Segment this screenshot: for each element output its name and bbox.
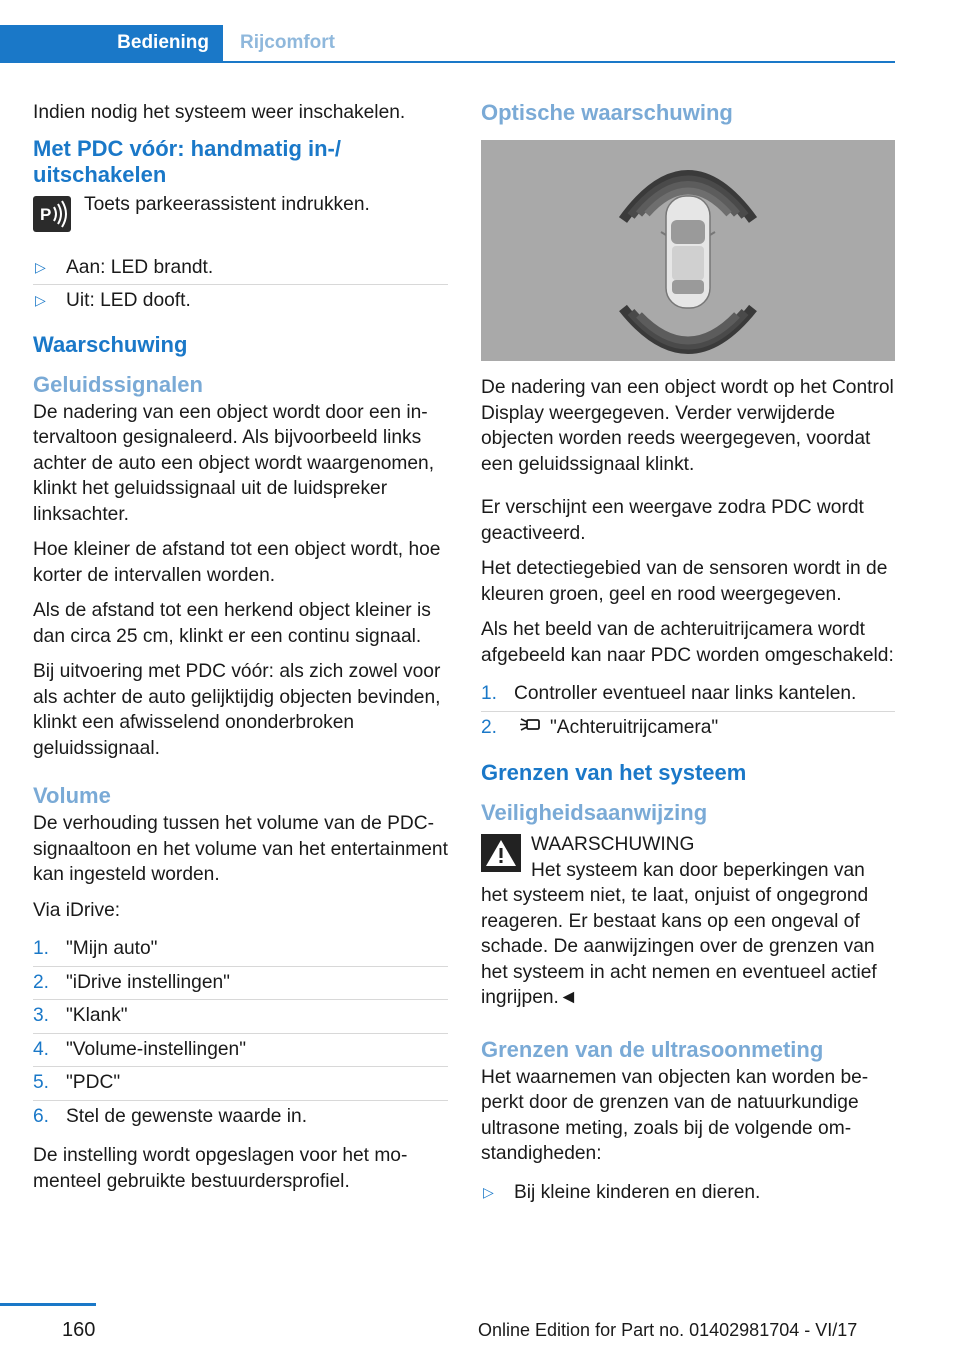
heading-ultrasonic-limits: Grenzen van de ultrasoonmeting [481,1036,824,1062]
list-item [33,967,448,1001]
heading-optical-warning: Optische waarschuwing [481,100,733,125]
sound-paragraph-2: Hoe kleiner de afstand tot een object wordt, hoe korter de intervallen worden. [33,539,441,586]
header-tabs [0,25,895,63]
svg-text:P: P [40,204,52,224]
warning-heading: WAARSCHUWING [531,834,695,856]
warning-triangle-icon [481,834,521,880]
heading-system-limits: Grenzen van het systeem [481,760,747,786]
sound-paragraph-3: Als de afstand tot een herkend object kleiner is dan circa 25 cm, klinkt er een continu signaal. [33,600,431,647]
heading-warning: Waarschuwing [33,331,188,357]
parking-assistant-key-icon [33,196,71,232]
list-item [33,1101,448,1134]
warning-body [481,858,895,1011]
list-item [481,678,895,712]
step-text: "Mijn auto" [66,938,158,959]
optical-paragraph-4: Als het beeld van de achteruitrijcamera wordt afgebeeld kan naar PDC worden omgeschakeld: [481,619,894,666]
left-column [33,100,448,1204]
tab-bediening[interactable] [0,25,223,61]
list-item [481,712,895,745]
idrive-steps [33,933,448,1133]
parking-key-row [33,192,448,234]
step-text: "Volume-instellingen" [66,1038,247,1060]
step-number: 2. [33,971,50,993]
right-column [481,100,895,1219]
page-number: 160 [62,1319,96,1341]
list-item [33,1034,448,1068]
pdc-display-figure [481,140,895,361]
list-item [33,933,448,967]
pdc-car-illustration [481,140,895,361]
ultrasonic-list [481,1177,895,1210]
heading-pdc-front: Met PDC vóór: handmatig in-/ uitschakelen [33,135,341,187]
list-item: ▷ Aan: LED brandt. [33,252,448,286]
volume-paragraph-2: Via iDrive: [33,899,121,921]
list-item: ▷ Bij kleine kinderen en dieren. [481,1177,895,1210]
tab-rijcomfort[interactable]: Rijcomfort [240,32,335,53]
optical-paragraph-1: De nadering van een object wordt op het Control Display weergegeven. Verder verwijderde objecten worden reeds weergegeven, voordat een geluidssignaal klinkt. [481,377,894,475]
list-item [33,1000,448,1034]
volume-paragraph-3: De instelling wordt opgeslagen voor het momenteel gebruikte bestuurdersprofiel. [33,1145,408,1192]
list-item: ▷ Uit: LED dooft. [33,285,448,318]
optical-paragraph-3: Het detectiegebied van de sensoren wordt in de kleuren groen, geel en rood weergegeven. [481,558,888,605]
volume-paragraph-1: De verhouding tussen het volume van de PDC-signaaltoon en het volume van het entertainment kan ingesteld worden. [33,813,448,885]
step-number: 6. [33,1105,50,1127]
step-text: Controller eventueel naar links kantelen. [514,683,857,704]
step-number: 4. [33,1038,50,1060]
ultrasonic-paragraph: Het waarnemen van objecten kan worden beperkt door de grenzen van de natuurkundige ultrasone meting, zoals bij de volgende omstandigheden: [481,1066,869,1165]
footer-accent-line [0,1303,96,1306]
warning-text: Het systeem kan door beperkingen van het systeem niet, te laat, onjuist of ongegrond reageren. Er bestaat kans op een ongeval of schade. De aanwijzingen over de grenzen van het systeem in acht nemen en eventueel actief ingrijpen.◄ [481,859,877,1009]
warning-block [481,832,895,1011]
step-text: "Achteruitrijcamera" [550,716,719,738]
step-text: Stel de gewenste waarde in. [66,1105,308,1127]
rear-camera-icon [518,715,542,741]
intro-text: Indien nodig het systeem weer inschakelen. [33,102,406,123]
edition-text: Online Edition for Part no. 01402981704 - VI/17 [478,1320,858,1340]
step-text: "Klank" [66,1005,128,1026]
heading-sound-signals: Geluidssignalen [33,371,203,397]
sound-paragraph-4: Bij uitvoering met PDC vóór: als zich zowel voor als achter de auto gelijktijdig objecten bevinden, klinkt een afwisselend ononderbroken geluidssignaal. [33,661,441,759]
optical-paragraph-2: Er verschijnt een weergave zodra PDC wordt geactiveerd. [481,497,864,544]
list-item [33,1067,448,1101]
step-number: 1. [33,938,50,959]
step-text: "PDC" [66,1072,121,1093]
sound-paragraph-1: De nadering van een object wordt door een intervaltoon gesignaleerd. Als bijvoorbeeld links achter de auto een object wordt waargenomen, klinkt het geluidssignaal uit de luidspreker linksachter. [33,401,435,525]
step-number: 1. [481,683,498,704]
heading-safety-note: Veiligheidsaanwijzing [481,800,708,826]
step-number: 3. [33,1005,50,1026]
camera-steps [481,678,895,744]
step-number: 5. [33,1072,50,1093]
step-number: 2. [481,716,498,738]
key-instruction: Toets parkeerassistent indrukken. [84,193,370,215]
tab-bediening-label: Bediening [117,32,209,53]
step-text: "iDrive instellingen" [66,971,230,993]
heading-volume: Volume [33,783,111,808]
led-list [33,252,448,318]
